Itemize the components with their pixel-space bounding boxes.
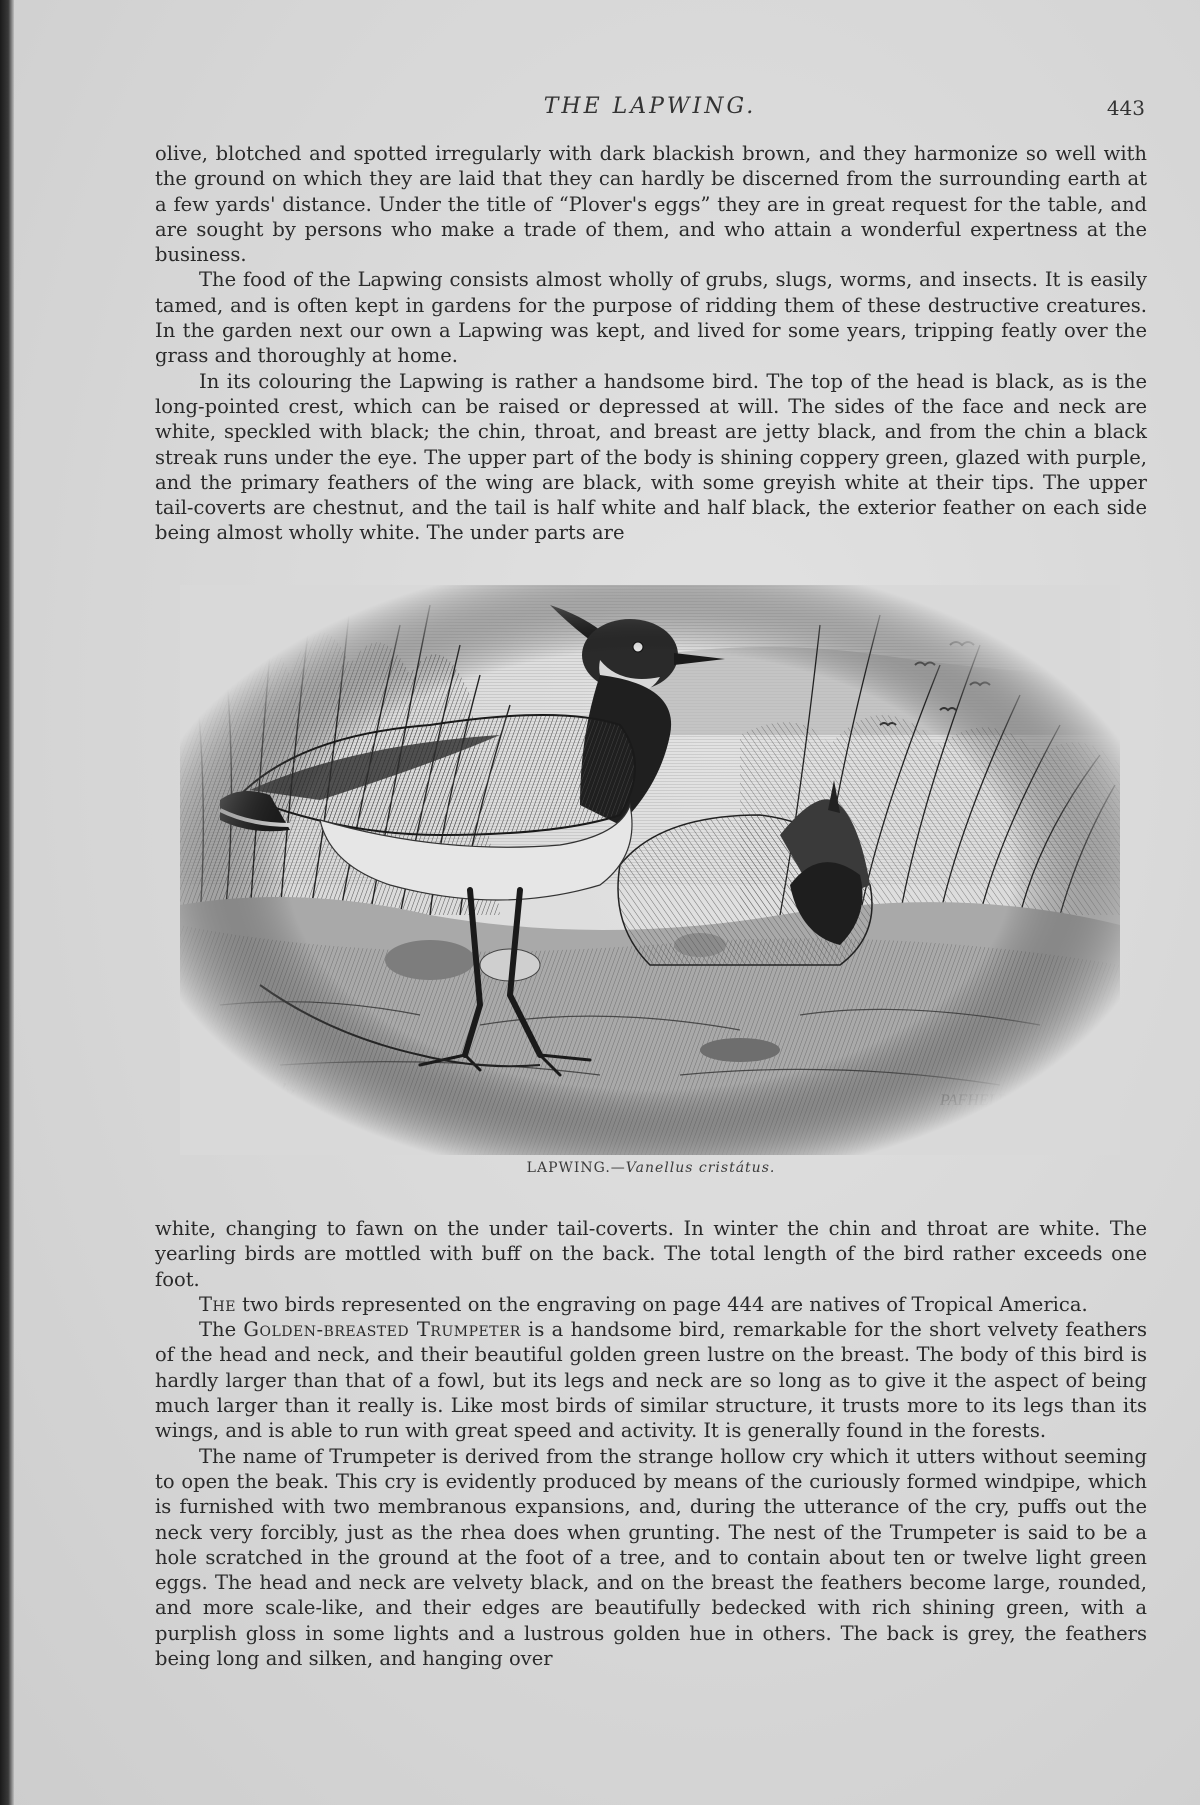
lapwing-engraving [180,585,1120,1155]
paragraph [155,1292,1147,1317]
paragraph: olive, blotched and spotted irregularly with dark blackish brown, and they harmonize so well with the ground on which they are laid that they can hardly be discerned from the surrounding earth at a few yards' distance. Under the title of “Plover's eggs” they are in great request for the table, and are sought by persons who make a trade of them, and who attain a wonderful expertness at the business. [155,142,1147,267]
running-title: THE LAPWING. [543,94,757,119]
paragraph-body: is a handsome bird, remarkable for the short velvety feathers of the head and neck, and their beautiful golden green lustre on the breast. The body of this bird is hardly larger than that of a fowl, but its legs and neck are so long as to give it the aspect of being much larger than it really is. Like most birds of similar structure, it trusts more to its legs than its wings, and is able to run with great speed and activity. It is generally found in the forests. [155,1318,1148,1443]
binding-edge [0,0,14,1805]
bottom-text-block [155,1216,1147,1671]
paragraph: The food of the Lapwing consists almost wholly of grubs, slugs, worms, and insects. It is easily tamed, and is often kept in gardens for the purpose of ridding them of these destructive creatures. In the garden next our own a Lapwing was kept, and lived for some years, tripping featly over the grass and thoroughly at home. [155,268,1147,368]
paragraph-lead: The [199,1292,236,1316]
top-text-block [155,141,1147,546]
caption-label: LAPWING. [526,1160,611,1176]
caption-dash: — [610,1160,626,1176]
caption-scientific-name: Vanellus cristátus. [625,1160,776,1176]
paragraph: In its colouring the Lapwing is rather a handsome bird. The top of the head is black, as is the long-pointed crest, which can be raised or depressed at will. The sides of the face and neck are white, speckled with black; the chin, throat, and breast are jetty black, and from the chin a black streak runs under the eye. The upper part of the body is shining coppery green, glazed with purple, and the primary feathers of the wing are black, with some greyish white at their tips. The upper tail-coverts are chestnut, and the tail is half white and half black, the exterior feather on each side being almost wholly white. The under parts are [155,369,1147,545]
lapwing-illustration [180,585,1120,1155]
running-head [155,94,1145,128]
paragraph-pre: The [199,1318,244,1342]
page-number: 443 [1106,96,1145,120]
paragraph: The name of Trumpeter is derived from the strange hollow cry which it utters without seeming to open the beak. This cry is evidently produced by means of the curiously formed windpipe, which is furnished with two membranous expansions, and, during the utterance of the cry, puffs out the neck very forcibly, just as the rhea does when grunting. The nest of the Trumpeter is said to be a hole scratched in the ground at the foot of a tree, and to contain about ten or twelve light green eggs. The head and neck are velvety black, and on the breast the feathers become large, rounded, and more scale-like, and their edges are beautifully bedecked with rich shining green, with a purplish gloss in some lights and a lustrous golden hue in others. The back is grey, the feathers being long and silken, and hanging over [155,1444,1147,1671]
paragraph [155,1317,1147,1443]
paragraph-body: two birds represented on the engraving on page 444 are natives of Tropical America. [235,1292,1088,1316]
paragraph: white, changing to fawn on the under tail-coverts. In winter the chin and throat are white. The yearling birds are mottled with buff on the back. The total length of the bird rather exceeds one foot. [155,1217,1147,1291]
species-name: Golden-breasted Trumpeter [243,1318,521,1342]
figure-caption [155,1160,1147,1176]
